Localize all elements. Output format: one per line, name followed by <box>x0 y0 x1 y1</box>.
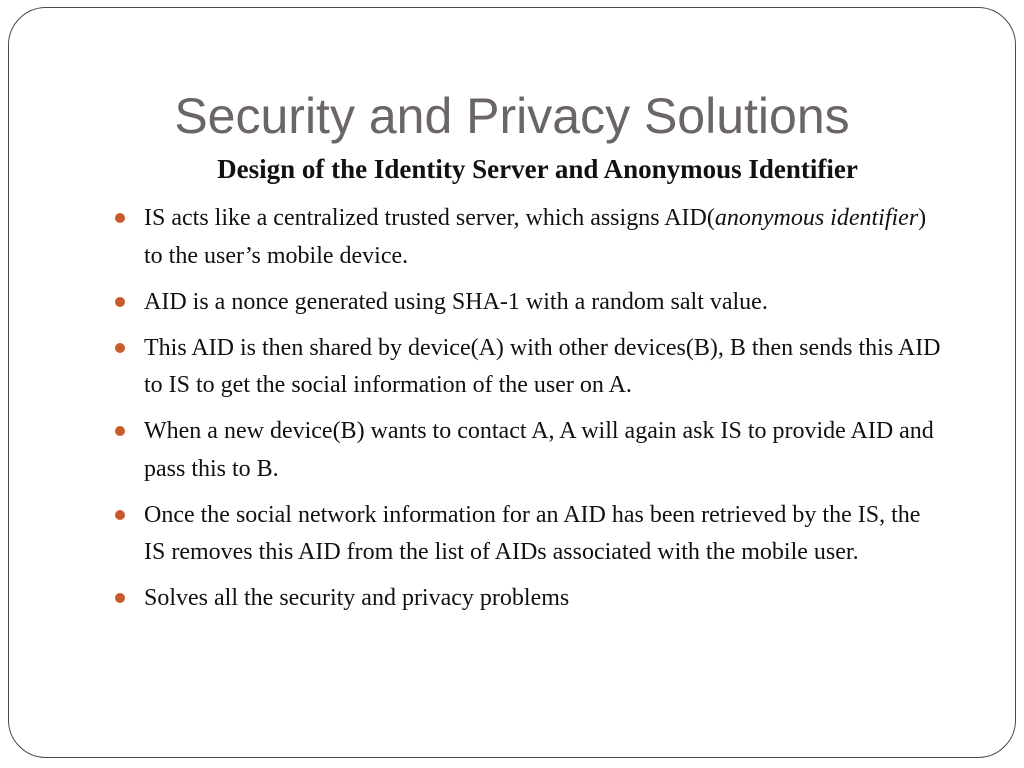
bullet-list <box>115 200 945 626</box>
bullet-item <box>115 580 945 618</box>
bullet-text: Once the social network information for an AID has been retrieved by the IS, the IS removes this AID from the list of AIDs associated with the mobile user. <box>144 501 921 565</box>
bullet-icon <box>115 213 125 223</box>
bullet-icon <box>115 426 125 436</box>
bullet-text-italic: anonymous identifier <box>714 205 919 231</box>
bullet-icon <box>115 593 125 603</box>
bullet-text: Solves all the security and privacy problems <box>144 585 570 611</box>
bullet-text: When a new device(B) wants to contact A, A will again ask IS to provide AID and pass this to B. <box>144 418 934 482</box>
bullet-icon <box>115 510 125 520</box>
bullet-item <box>115 330 945 405</box>
bullet-text: This AID is then shared by device(A) with other devices(B), B then sends this AID to IS to get the social information of the user on A. <box>144 334 941 398</box>
bullet-item <box>115 284 945 322</box>
slide-title: Security and Privacy Solutions <box>174 88 850 144</box>
bullet-text: IS acts like a centralized trusted server, which assigns AID( <box>144 205 715 231</box>
bullet-text: AID is a nonce generated using SHA-1 with a random salt value. <box>144 288 768 315</box>
bullet-text: ) to the user’s mobile device. <box>144 205 927 269</box>
bullet-icon <box>115 297 125 307</box>
slide-subtitle: Design of the Identity Server and Anonymous Identifier <box>217 154 858 184</box>
bullet-item <box>115 200 945 275</box>
bullet-icon <box>115 343 125 353</box>
bullet-item <box>115 497 945 572</box>
bullet-item <box>115 413 945 488</box>
